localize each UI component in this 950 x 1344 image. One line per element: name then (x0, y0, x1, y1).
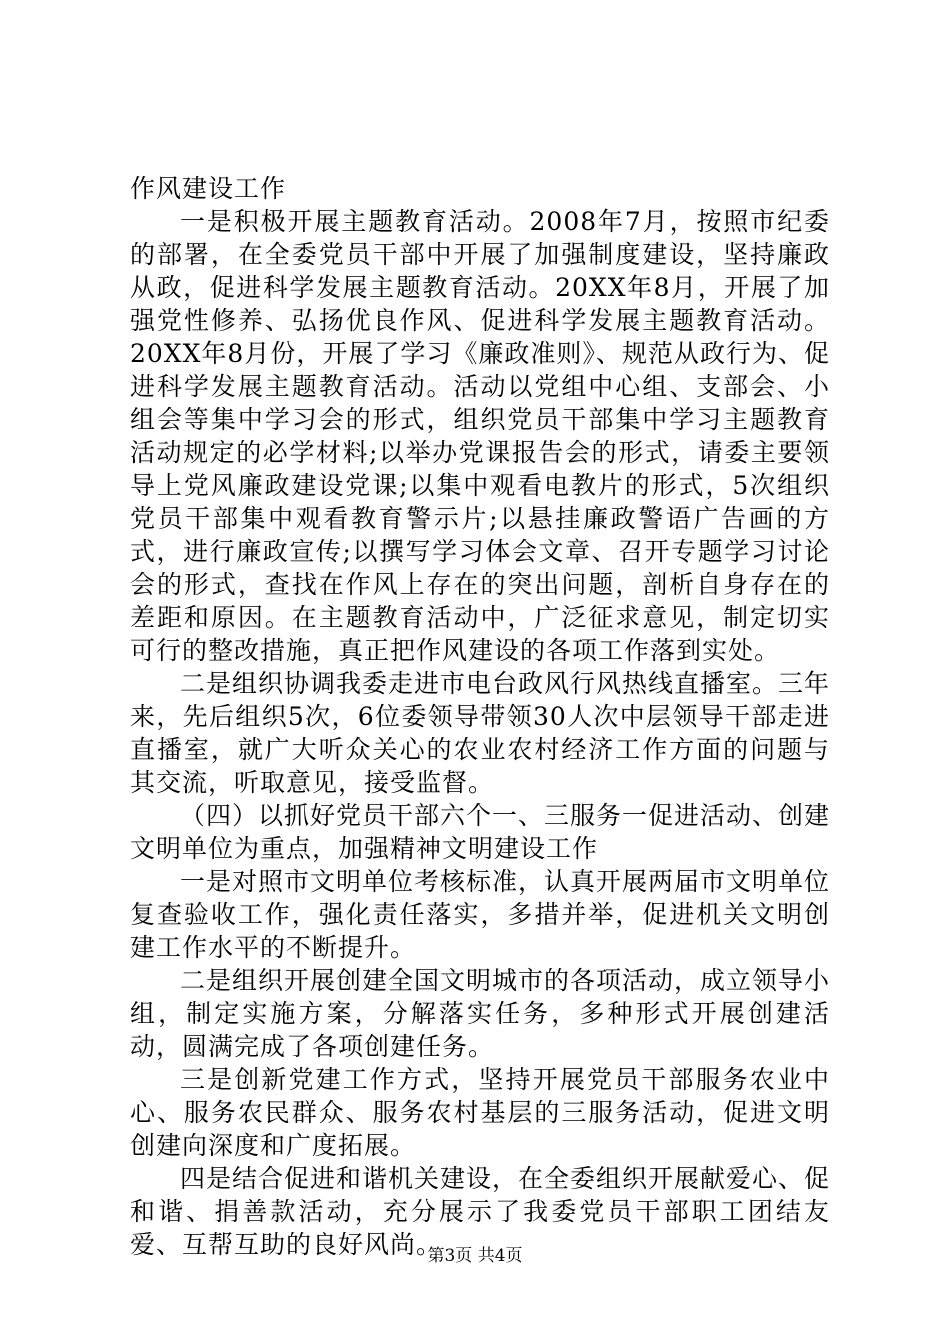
paragraph-civilized-unit: 一是对照市文明单位考核标准，认真开展两届市文明单位复查验收工作，强化责任落实，多措并举，促进机关文明创建工作水平的不断提升。 (130, 867, 831, 962)
paragraph-radio-hotline: 二是组织协调我委走进市电台政风行风热线直播室。三年来，先后组织5次，6位委领导带领30人次中层领导干部走进直播室，就广大听众关心的农业农村经济工作方面的问题与其交流，听取意见，接受监督。 (130, 669, 831, 797)
section-heading-four: （四）以抓好党员干部六个一、三服务一促进活动、创建文明单位为重点，加强精神文明建设工作 (130, 801, 831, 863)
page-footer (0, 1245, 950, 1267)
paragraph-theme-education: 一是积极开展主题教育活动。2008年7月，按照市纪委的部署，在全委党员干部中开展了加强制度建设，坚持廉政从政，促进科学发展主题教育活动。20XX年8月，开展了加强党性修养、弘扬优良作风、促进科学发展主题教育活动。20XX年8月份，开展了学习《廉政准则》、规范从政行为、促进科学发展主题教育活动。活动以党组中心组、支部会、小组会等集中学习会的形式，组织党员干部集中学习主题教育活动规定的必学材料;以举办党课报告会的形式，请委主要领导上党风廉政建设党课;以集中观看电教片的形式，5次组织党员干部集中观看教育警示片;以悬挂廉政警语广告画的方式，进行廉政宣传;以撰写学习体会文章、召开专题学习讨论会的形式，查找在作风上存在的突出问题，剖析自身存在的差距和原因。在主题教育活动中，广泛征求意见，制定切实可行的整改措施，真正把作风建设的各项工作落到实处。 (130, 207, 830, 665)
paragraph-civilized-city: 二是组织开展创建全国文明城市的各项活动，成立领导小组，制定实施方案，分解落实任务，多种形式开展创建活动，圆满完成了各项创建任务。 (130, 966, 831, 1061)
paragraph-harmony: 四是结合促进和谐机关建设，在全委组织开展献爱心、促和谐、捐善款活动，充分展示了我委党员干部职工团结友爱、互帮互助的良好风尚。 (130, 1164, 831, 1259)
section-heading-continued: 作风建设工作 (130, 174, 287, 203)
paragraph-three-services: 三是创新党建工作方式，坚持开展党员干部服务农业中心、服务农民群众、服务农村基层的三服务活动，促进文明创建向深度和广度拓展。 (130, 1065, 830, 1160)
page-number: 第3页 共4页 (427, 1246, 523, 1266)
document-body (130, 172, 830, 1261)
